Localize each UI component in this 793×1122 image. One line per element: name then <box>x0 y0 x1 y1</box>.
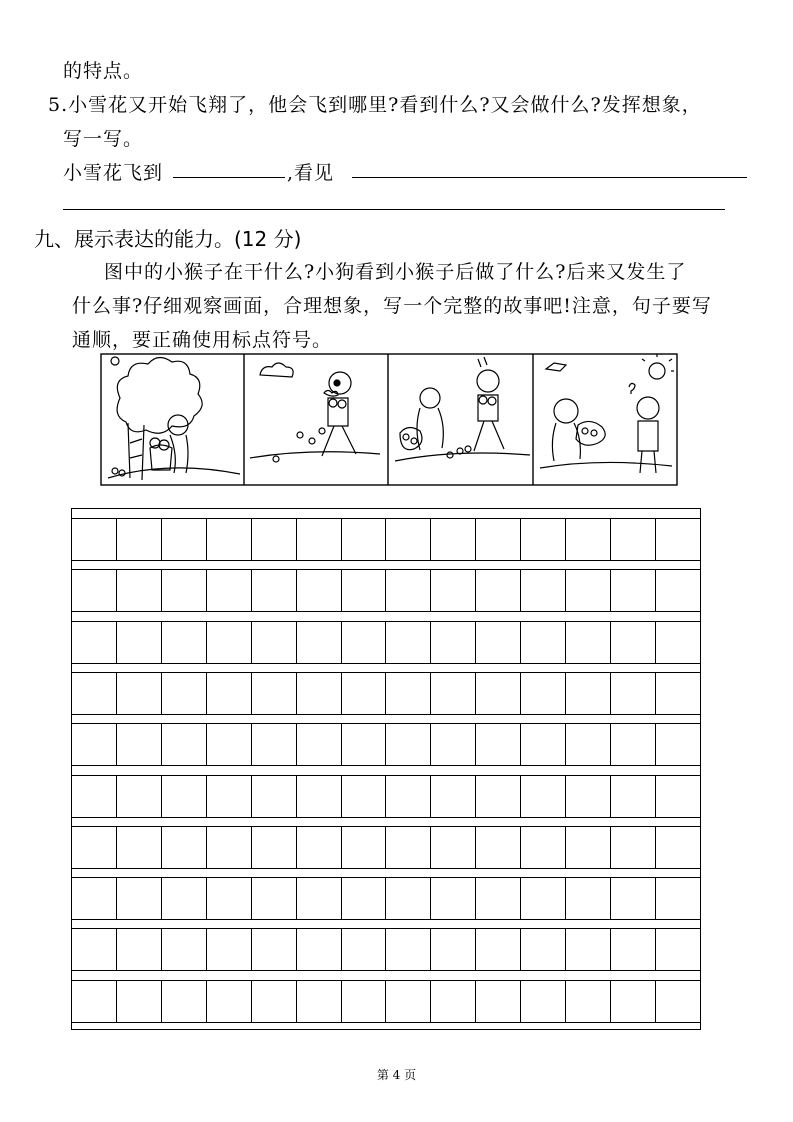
grid-cell[interactable] <box>566 929 611 970</box>
grid-cell[interactable] <box>117 776 162 817</box>
grid-cell[interactable] <box>611 878 656 919</box>
grid-cell[interactable] <box>207 776 252 817</box>
grid-cell[interactable] <box>162 929 207 970</box>
grid-cell[interactable] <box>656 519 700 560</box>
grid-cell[interactable] <box>566 724 611 765</box>
blank-line-full[interactable] <box>63 209 725 210</box>
grid-cell[interactable] <box>431 724 476 765</box>
section-heading: 九、展示表达的能力。(12 分) <box>34 227 302 251</box>
writing-grid[interactable] <box>71 508 701 1030</box>
grid-cell[interactable] <box>521 929 566 970</box>
grid-cell[interactable] <box>566 878 611 919</box>
grid-cell[interactable] <box>117 878 162 919</box>
grid-cell[interactable] <box>297 827 342 868</box>
grid-cell[interactable] <box>656 827 700 868</box>
question-5: 5.小雪花又开始飞翔了，他会飞到哪里?看到什么?又会做什么?发挥想象， <box>48 94 702 116</box>
grid-row <box>71 877 701 920</box>
comic-panel-1 <box>108 357 240 480</box>
grid-cell[interactable] <box>431 673 476 714</box>
comic-panel-2 <box>250 363 380 462</box>
grid-cell[interactable] <box>162 622 207 663</box>
grid-row <box>71 518 701 561</box>
grid-cell[interactable] <box>431 929 476 970</box>
grid-row <box>71 775 701 818</box>
grid-cell[interactable] <box>207 673 252 714</box>
instruction-line: 图中的小猴子在干什么?小狗看到小猴子后做了什么?后来又发生了 <box>104 261 687 283</box>
grid-cell[interactable] <box>297 929 342 970</box>
grid-cell[interactable] <box>476 673 521 714</box>
grid-row <box>71 723 701 766</box>
grid-cell[interactable] <box>386 673 431 714</box>
grid-cell[interactable] <box>252 519 297 560</box>
grid-cell[interactable] <box>431 570 476 611</box>
grid-cell[interactable] <box>252 981 297 1022</box>
grid-cell[interactable] <box>342 570 387 611</box>
grid-cell[interactable] <box>656 981 700 1022</box>
grid-row <box>71 672 701 715</box>
grid-cell[interactable] <box>611 776 656 817</box>
fill-prefix: 小雪花飞到 <box>63 162 164 184</box>
grid-cell[interactable] <box>566 981 611 1022</box>
grid-row <box>71 569 701 612</box>
grid-cell[interactable] <box>342 878 387 919</box>
grid-cell[interactable] <box>476 724 521 765</box>
grid-cell[interactable] <box>476 878 521 919</box>
grid-cell[interactable] <box>566 673 611 714</box>
grid-cell[interactable] <box>162 724 207 765</box>
grid-cell[interactable] <box>656 724 700 765</box>
grid-cell[interactable] <box>386 981 431 1022</box>
text-line: 的特点。 <box>63 60 144 82</box>
grid-cell[interactable] <box>207 827 252 868</box>
comic-strip <box>100 353 678 486</box>
grid-cell[interactable] <box>117 519 162 560</box>
grid-cell[interactable] <box>656 776 700 817</box>
grid-cell[interactable] <box>476 570 521 611</box>
grid-cell[interactable] <box>521 878 566 919</box>
grid-cell[interactable] <box>162 827 207 868</box>
grid-row <box>71 621 701 664</box>
grid-cell[interactable] <box>476 827 521 868</box>
grid-cell[interactable] <box>521 776 566 817</box>
grid-cell[interactable] <box>72 776 117 817</box>
grid-cell[interactable] <box>431 776 476 817</box>
grid-cell[interactable] <box>476 622 521 663</box>
grid-cell[interactable] <box>342 776 387 817</box>
grid-cell[interactable] <box>656 878 700 919</box>
grid-cell[interactable] <box>476 981 521 1022</box>
grid-cell[interactable] <box>252 673 297 714</box>
grid-cell[interactable] <box>162 776 207 817</box>
grid-cell[interactable] <box>252 827 297 868</box>
grid-cell[interactable] <box>342 724 387 765</box>
grid-row <box>71 826 701 869</box>
grid-cell[interactable] <box>207 929 252 970</box>
grid-cell[interactable] <box>72 981 117 1022</box>
grid-cell[interactable] <box>386 570 431 611</box>
instruction-line: 什么事?仔细观察画面，合理想象，写一个完整的故事吧!注意，句子要写 <box>72 295 712 317</box>
grid-cell[interactable] <box>297 776 342 817</box>
grid-cell[interactable] <box>521 570 566 611</box>
grid-cell[interactable] <box>117 929 162 970</box>
grid-cell[interactable] <box>297 673 342 714</box>
grid-cell[interactable] <box>207 981 252 1022</box>
grid-cell[interactable] <box>297 622 342 663</box>
grid-cell[interactable] <box>72 724 117 765</box>
comic-panel-3 <box>395 357 530 461</box>
grid-cell[interactable] <box>611 827 656 868</box>
grid-cell[interactable] <box>611 929 656 970</box>
grid-cell[interactable] <box>566 570 611 611</box>
grid-cell[interactable] <box>476 776 521 817</box>
blank-line-place[interactable] <box>173 177 285 178</box>
grid-cell[interactable] <box>207 570 252 611</box>
grid-cell[interactable] <box>252 776 297 817</box>
grid-cell[interactable] <box>162 878 207 919</box>
blank-line-see[interactable] <box>352 177 747 178</box>
grid-cell[interactable] <box>386 776 431 817</box>
grid-cell[interactable] <box>72 673 117 714</box>
grid-cell[interactable] <box>566 519 611 560</box>
grid-cell[interactable] <box>476 929 521 970</box>
comic-panel-4 <box>540 354 674 473</box>
grid-cell[interactable] <box>297 981 342 1022</box>
grid-cell[interactable] <box>162 673 207 714</box>
grid-cell[interactable] <box>117 570 162 611</box>
grid-cell[interactable] <box>162 570 207 611</box>
grid-cell[interactable] <box>386 827 431 868</box>
grid-cell[interactable] <box>521 673 566 714</box>
grid-cell[interactable] <box>566 776 611 817</box>
grid-row <box>71 980 701 1023</box>
grid-cell[interactable] <box>386 929 431 970</box>
grid-cell[interactable] <box>431 981 476 1022</box>
grid-cell[interactable] <box>386 878 431 919</box>
grid-cell[interactable] <box>252 724 297 765</box>
grid-cell[interactable] <box>207 724 252 765</box>
grid-cell[interactable] <box>386 519 431 560</box>
grid-cell[interactable] <box>72 570 117 611</box>
grid-cell[interactable] <box>431 827 476 868</box>
grid-cell[interactable] <box>566 827 611 868</box>
grid-cell[interactable] <box>611 981 656 1022</box>
grid-cell[interactable] <box>431 519 476 560</box>
grid-cell[interactable] <box>611 622 656 663</box>
grid-cell[interactable] <box>521 724 566 765</box>
grid-cell[interactable] <box>521 981 566 1022</box>
grid-cell[interactable] <box>297 570 342 611</box>
grid-cell[interactable] <box>297 878 342 919</box>
grid-cell[interactable] <box>72 519 117 560</box>
grid-cell[interactable] <box>656 673 700 714</box>
page-number: 第 4 页 <box>376 1068 417 1082</box>
grid-cell[interactable] <box>207 519 252 560</box>
grid-cell[interactable] <box>297 724 342 765</box>
grid-cell[interactable] <box>342 981 387 1022</box>
grid-cell[interactable] <box>656 622 700 663</box>
grid-cell[interactable] <box>342 519 387 560</box>
grid-cell[interactable] <box>521 622 566 663</box>
grid-cell[interactable] <box>72 622 117 663</box>
fill-middle: ,看见 <box>287 162 335 184</box>
grid-cell[interactable] <box>611 673 656 714</box>
grid-cell[interactable] <box>117 724 162 765</box>
grid-cell[interactable] <box>207 622 252 663</box>
grid-cell[interactable] <box>656 929 700 970</box>
grid-cell[interactable] <box>252 570 297 611</box>
grid-cell[interactable] <box>72 878 117 919</box>
grid-cell[interactable] <box>431 878 476 919</box>
grid-cell[interactable] <box>117 981 162 1022</box>
grid-cell[interactable] <box>342 673 387 714</box>
grid-cell[interactable] <box>117 673 162 714</box>
question-5-cont: 写一写。 <box>63 128 144 150</box>
grid-cell[interactable] <box>476 519 521 560</box>
grid-cell[interactable] <box>521 519 566 560</box>
grid-cell[interactable] <box>252 929 297 970</box>
grid-cell[interactable] <box>566 622 611 663</box>
grid-cell[interactable] <box>611 570 656 611</box>
grid-cell[interactable] <box>207 878 252 919</box>
grid-cell[interactable] <box>117 622 162 663</box>
grid-cell[interactable] <box>611 724 656 765</box>
grid-cell[interactable] <box>162 519 207 560</box>
grid-cell[interactable] <box>72 827 117 868</box>
grid-cell[interactable] <box>342 827 387 868</box>
instruction-line: 通顺，要正确使用标点符号。 <box>72 329 333 351</box>
grid-row <box>71 928 701 971</box>
grid-cell[interactable] <box>521 827 566 868</box>
grid-cell[interactable] <box>342 929 387 970</box>
grid-cell[interactable] <box>656 570 700 611</box>
grid-cell[interactable] <box>386 622 431 663</box>
grid-cell[interactable] <box>386 724 431 765</box>
grid-cell[interactable] <box>297 519 342 560</box>
grid-cell[interactable] <box>431 622 476 663</box>
grid-cell[interactable] <box>611 519 656 560</box>
grid-cell[interactable] <box>162 981 207 1022</box>
grid-cell[interactable] <box>252 878 297 919</box>
grid-cell[interactable] <box>252 622 297 663</box>
grid-cell[interactable] <box>72 929 117 970</box>
grid-cell[interactable] <box>117 827 162 868</box>
grid-cell[interactable] <box>342 622 387 663</box>
